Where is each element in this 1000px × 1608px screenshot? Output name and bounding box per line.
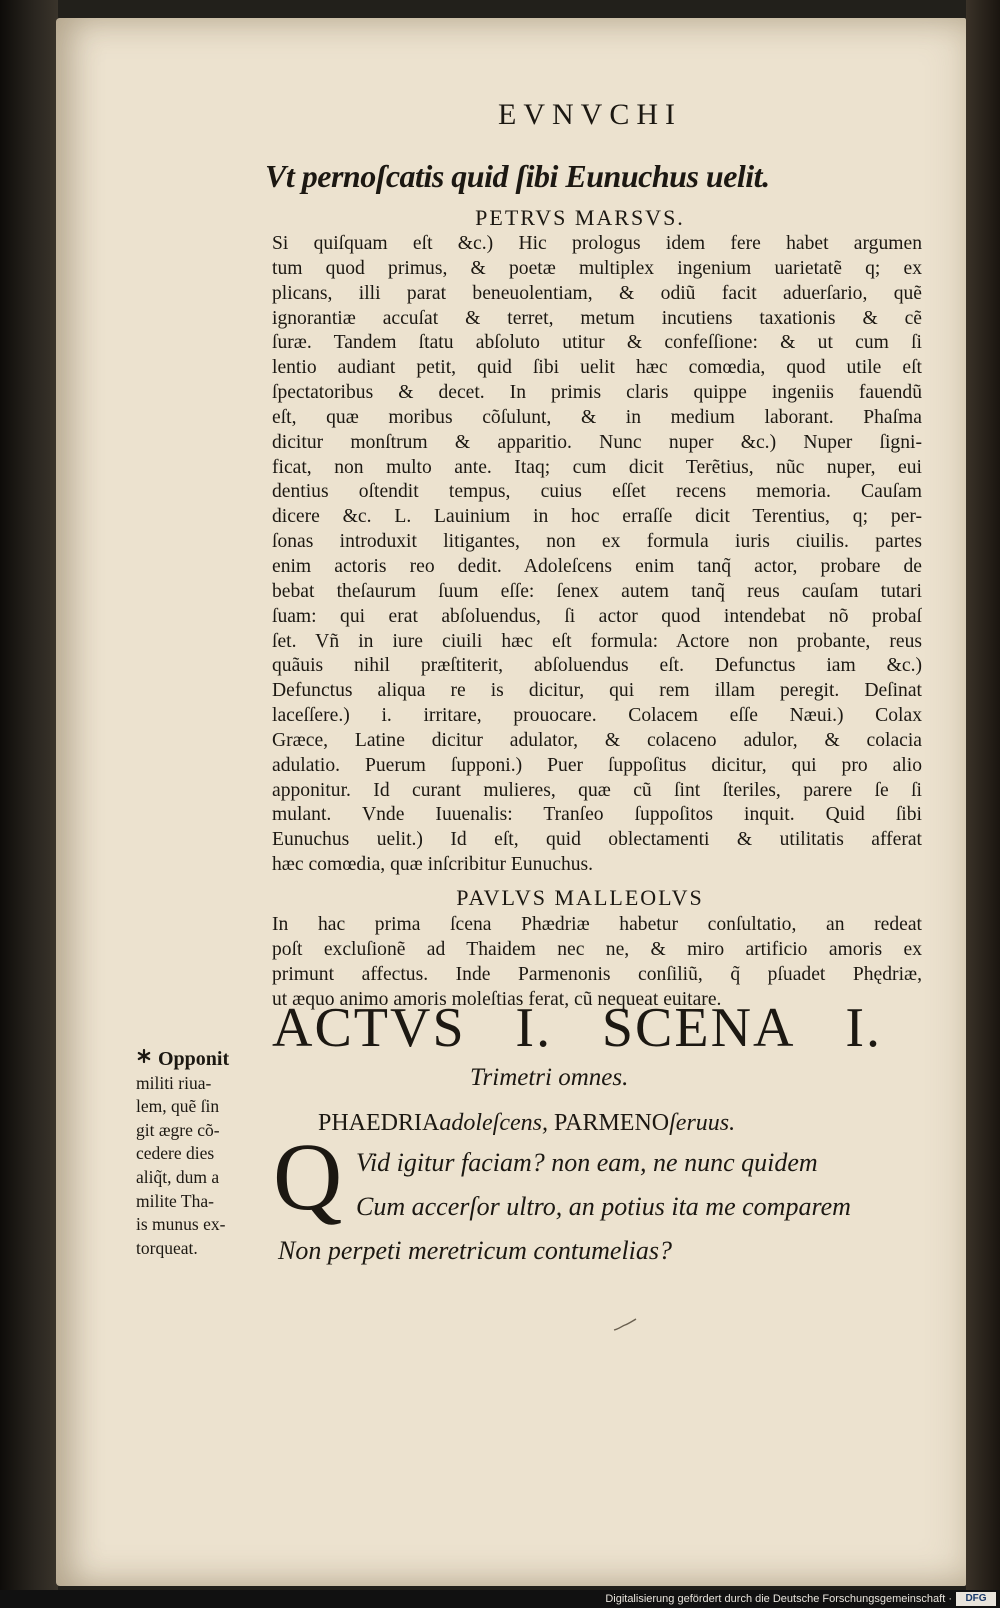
pen-mark-icon (612, 1317, 638, 1333)
marginal-note-line: Opponit (158, 1048, 230, 1070)
marginal-note (136, 1048, 266, 1260)
commentary-line: hæc comœdia, quæ inſcribitur Eunuchus. (272, 854, 594, 876)
drop-cap: Q (273, 1123, 343, 1230)
commentary-line: tum quod primus, & poetæ multiplex ingenium uarietatẽ q; ex (272, 257, 922, 279)
act-number: I. (515, 997, 553, 1059)
commentary-line: adulatio. Puerum ſupponi.) Puer ſuppoſitus dicitur, qui pro alio (272, 754, 922, 776)
running-head: EVNVCHI (498, 98, 682, 131)
commentary-line: ſonas introduxit litigantes, non ex formula iuris ciuilis. partes (272, 531, 922, 553)
character-role: adoleſcens, (439, 1110, 548, 1136)
verse-line: Non perpeti meretricum contumelias? (278, 1236, 673, 1265)
commentary-line: lentio audiant petit, quid ſibi uelit hæc comœdia, quod utile eſt (272, 357, 922, 379)
commentary-line: laceſſere.) i. irritare, prouocare. Colacem eſſe Næui.) Colax (272, 705, 922, 727)
marginal-note-line: lem, quẽ ſin (136, 1096, 220, 1117)
act-label: ACTVS (272, 997, 466, 1059)
commentary-line: Defunctus aliqua re is dicitur, qui rem illam peregit. Deſinat (272, 680, 922, 702)
commentary-line: ficat, non multo ante. Itaq; cum dicit Terẽtius, nũc nuper, eui (272, 456, 922, 478)
verse-title: Vt pernoſcatis quid ſibi Eunuchus uelit. (265, 158, 770, 194)
commentary-line: ſuræ. Tandem ſtatu abſoluto utitur & confeſſione: & ut cum ſi (272, 332, 922, 354)
commentary-line: quãuis nihil præſtiterit, abſoluendus eſt. Defunctus iam &c.) (272, 655, 922, 677)
commentary-line: apponitur. Id curant mulieres, quæ cũ ſint ſteriles, parere ſe ſi (272, 779, 922, 801)
footer-credit: Digitalisierung gefördert durch die Deutsche Forschungsgemeinschaft · (605, 1593, 952, 1605)
marginal-note-line: torqueat. (136, 1237, 198, 1258)
dfg-logo: DFG (956, 1592, 996, 1606)
commentary-line: eſt, quæ moribus cõſulunt, & in medium laborant. Phaſma (272, 406, 922, 428)
marginal-note-line: is munus ex- (136, 1214, 226, 1235)
page-edge (966, 0, 1000, 1590)
marginal-note-line: git ægre cõ- (136, 1119, 220, 1140)
marginal-note-line: cedere dies (136, 1143, 215, 1164)
commentary-line: Si quiſquam eſt &c.) Hic prologus idem fere habet argumen (272, 233, 922, 254)
book-gutter (0, 0, 58, 1590)
commentary-line: ignorantiæ accuſat & terret, metum incutiens taxationis & cẽ (272, 307, 922, 329)
commentary-line: dicitur monſtrum & apparitio. Nunc nuper &c.) Nuper ſigni- (272, 431, 922, 453)
dramatis-personae (318, 1110, 878, 1137)
marginal-note-line: milite Tha- (136, 1190, 214, 1211)
commentary-line: ut æquo animo amoris moleſtias ferat, cũ nequeat euitare. (272, 988, 722, 1010)
commentary-line: dicere &c. L. Lauinium in hoc erraſſe dicit Terentius, q; per- (272, 506, 922, 528)
commentary-line: mulant. Vnde Iuuenalis: Tranſeo ſuppoſitos inquit. Quid ſibi (272, 804, 922, 826)
verse-line: Vid igitur faciam? non eam, ne nunc quidem (356, 1148, 818, 1177)
character-name: PARMENO (553, 1110, 670, 1136)
commentary-line: ſet. Vñ in iure ciuili hæc eſt formula: Actore non probante, reus (272, 630, 922, 652)
commentary-line: In hac prima ſcena Phædriæ habetur conſultatio, an redeat (272, 914, 922, 935)
verse-line: Cum accerſor ultro, an potius ita me comparem (356, 1192, 851, 1221)
scene-number: I. (845, 997, 882, 1059)
character-role: ſeruus. (669, 1110, 736, 1136)
commentary-heading-malleolus: PAVLVS MALLEOLVS (456, 885, 704, 910)
commentary-marsus (272, 232, 922, 878)
meter-note: Trimetri omnes. (470, 1064, 629, 1091)
commentary-line: Eunuchus uelit.) Id eſt, quid oblectamenti & utilitatis afferat (272, 829, 922, 851)
character-name: PHAEDRIA (318, 1110, 440, 1136)
commentary-line: ſuam: qui erat abſoluendus, ſi actor quod intendebat nõ probaſ (272, 605, 922, 627)
commentary-line: Græce, Latine dicitur adulator, & colaceno adulor, & colacia (272, 729, 922, 751)
commentary-heading-marsus: PETRVS MARSVS. (475, 205, 685, 230)
act-scene-heading (272, 996, 882, 1060)
commentary-line: dentius oſtendit tempus, cuius eſſet recens memoria. Cauſam (272, 481, 922, 503)
commentary-line: poſt excluſionẽ ad Thaidem nec ne, & miro artificio amoris ex (272, 938, 922, 960)
scene-label: SCENA (601, 997, 796, 1059)
marginal-note-line: militi riua- (136, 1072, 212, 1093)
commentary-line: plicans, illi parat beneuolentiam, & odiũ facit aduerſario, quẽ (272, 282, 922, 304)
commentary-line: bebat theſaurum ſuum eſſe: ſenex autem tanq̃ reus cauſam tutari (272, 580, 922, 602)
commentary-line: enim actoris reo dedit. Adoleſcens enim tanq̃ actor, probare de (272, 555, 922, 577)
commentary-line: primunt affectus. Inde Parmenonis conſiliũ, q̃ pſuadet Phędriæ, (272, 963, 922, 985)
marginal-note-line: aliq̃t, dum a (136, 1166, 220, 1187)
commentary-line: ſpectatoribus & decet. In primis claris quippe ingeniis fauendũ (272, 382, 922, 404)
